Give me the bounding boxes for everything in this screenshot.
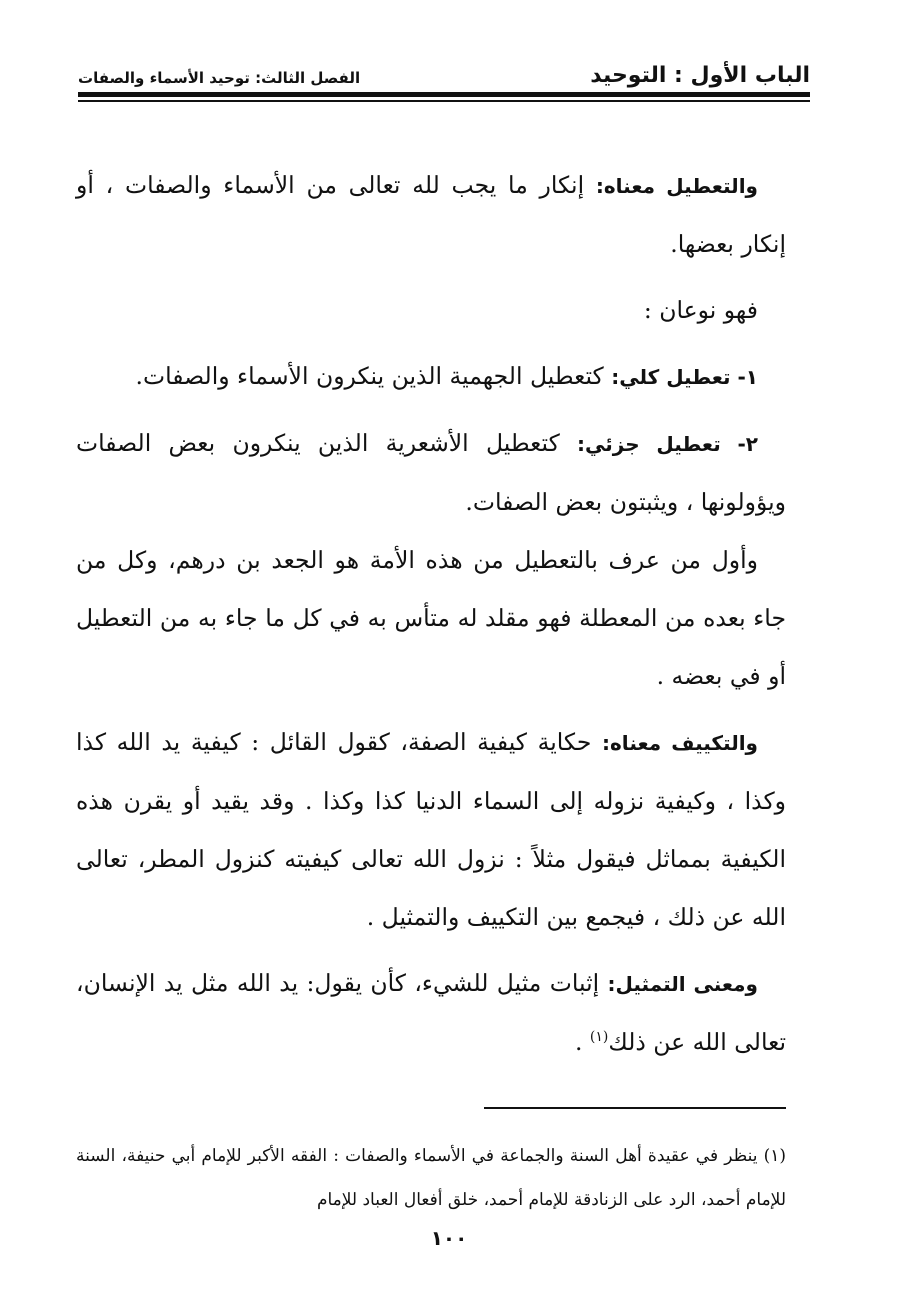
paragraph-text: إنكار ما يجب لله تعالى من الأسماء والصفات ، أو إنكار بعضها. — [76, 171, 786, 258]
paragraph-text: فهو نوعان : — [643, 296, 758, 324]
footnote-marker[interactable]: (١) — [589, 1029, 609, 1046]
paragraph-text: إثبات مثيل للشيء، كأن يقول: يد الله مثل يد الإنسان، تعالى الله عن ذلك — [76, 969, 786, 1056]
running-header — [78, 54, 810, 90]
term-total-taatil: ١- تعطيل كلي: — [611, 365, 758, 389]
paragraph-text: حكاية كيفية الصفة، كقول القائل : كيفية يد الله كذا وكذا ، وكيفية نزوله إلى السماء الدنيا كذا وكذا . وقد يقيد أو يقرن هذه الكيفية بمماثل فيقول مثلاً : نزول الله تعالى كيفيته كنزول المطر، تعالى الله عن ذلك ، فيجمع بين التكييف والتمثيل . — [76, 728, 786, 931]
paragraph-text: كتعطيل الجهمية الذين ينكرون الأسماء والصفات. — [135, 362, 612, 390]
term-tamthil: ومعنى التمثيل: — [607, 972, 758, 996]
list-item-partial-taatil — [76, 414, 786, 531]
term-taatil: والتعطيل معناه: — [595, 174, 758, 198]
footnote — [76, 1134, 786, 1222]
paragraph-first-muattil — [76, 531, 786, 705]
page-number: ١٠٠ — [430, 1226, 468, 1250]
section-title: الباب الأول : التوحيد — [590, 63, 810, 88]
footnote-text: (١) ينظر في عقيدة أهل السنة والجماعة في الأسماء والصفات : الفقه الأكبر للإمام أبي حنيفة، السنة للإمام أحمد، الرد على الزنادقة للإمام أحمد، خلق أفعال العباد للإمام — [76, 1146, 786, 1210]
paragraph-text: كتعطيل الأشعرية الذين ينكرون بعض الصفات ويؤولونها ، ويثبتون بعض الصفات. — [76, 429, 786, 516]
header-rule-thin — [78, 100, 810, 102]
paragraph-tamthil-definition — [76, 954, 786, 1071]
list-item-total-taatil — [76, 347, 786, 406]
term-takyif: والتكييف معناه: — [602, 731, 758, 755]
chapter-title: الفصل الثالث: توحيد الأسماء والصفات — [78, 69, 361, 87]
paragraph-taatil-definition — [76, 156, 786, 273]
body-text — [76, 156, 786, 1071]
paragraph-two-types — [76, 281, 786, 339]
paragraph-takyif-definition — [76, 713, 786, 946]
paragraph-end: . — [574, 1028, 590, 1056]
header-rule-thick — [78, 92, 810, 97]
footnote-separator — [484, 1107, 786, 1109]
paragraph-text: وأول من عرف بالتعطيل من هذه الأمة هو الجعد بن درهم، وكل من جاء بعده من المعطلة فهو مقلد له متأس به في كل ما جاء به من التعطيل أو في بعضه . — [76, 546, 786, 690]
term-partial-taatil: ٢- تعطيل جزئي: — [577, 432, 758, 456]
